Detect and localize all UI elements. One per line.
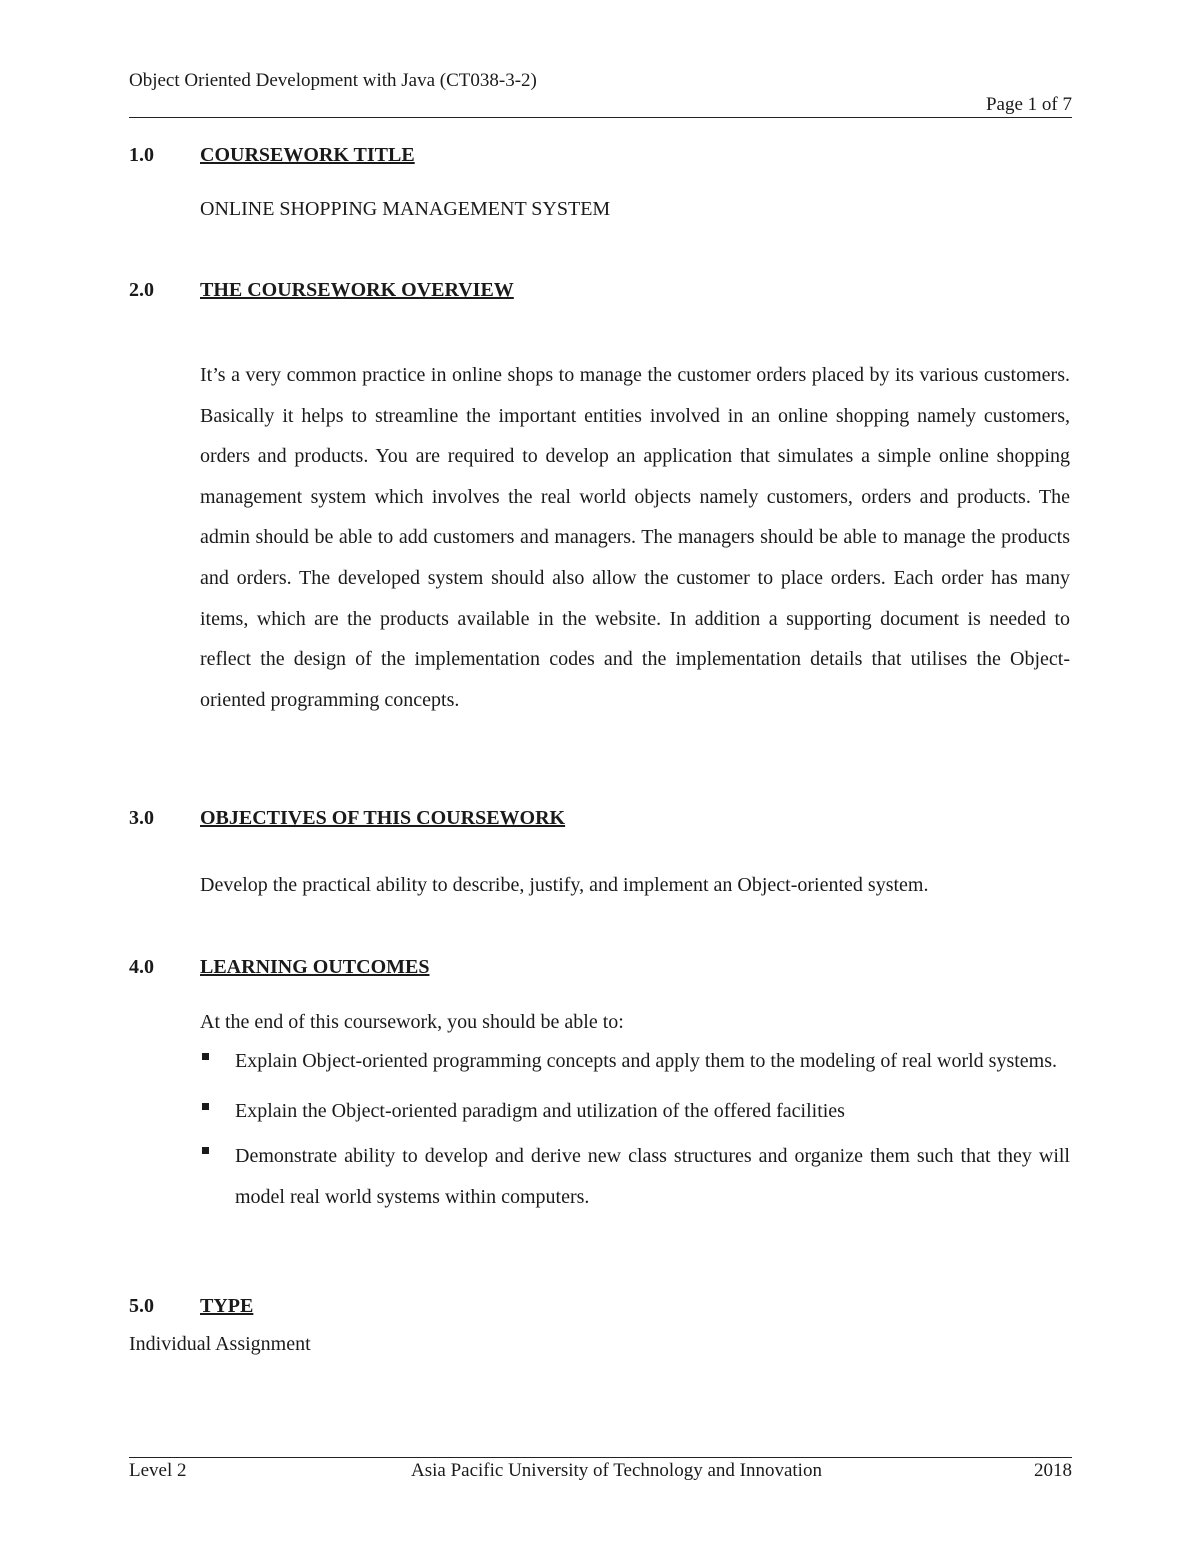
square-bullet-icon (202, 1053, 209, 1060)
list-item (200, 1046, 1070, 1077)
list-item (200, 1096, 1070, 1127)
section-4-number: 4.0 (129, 956, 154, 978)
section-2-number: 2.0 (129, 279, 154, 301)
footer-institution: Asia Pacific University of Technology and Innovation (411, 1460, 822, 1481)
section-4-title: LEARNING OUTCOMES (200, 956, 430, 978)
footer-year: 2018 (1034, 1460, 1072, 1481)
section-3-number: 3.0 (129, 807, 154, 829)
section-1-number: 1.0 (129, 144, 154, 166)
header-rule (129, 117, 1072, 118)
section-1-title: COURSEWORK TITLE (200, 144, 415, 166)
list-item-text: Demonstrate ability to develop and derive new class structures and organize them such that they will model real world systems within computers. (235, 1145, 1070, 1208)
square-bullet-icon (202, 1147, 209, 1154)
list-item-text: Explain Object-oriented programming concepts and apply them to the modeling of real world systems. (235, 1050, 1058, 1072)
objectives-text: Develop the practical ability to describe, justify, and implement an Object-oriented system. (200, 874, 929, 896)
footer-level: Level 2 (129, 1460, 187, 1481)
section-5-title: TYPE (200, 1295, 254, 1317)
assignment-type: Individual Assignment (129, 1333, 311, 1355)
section-2-title: THE COURSEWORK OVERVIEW (200, 279, 514, 301)
list-item-text: Explain the Object-oriented paradigm and utilization of the offered facilities (235, 1100, 845, 1122)
section-5-number: 5.0 (129, 1295, 154, 1317)
square-bullet-icon (202, 1103, 209, 1110)
overview-paragraph: It’s a very common practice in online shops to manage the customer orders placed by its various customers. Basically it helps to streamline the important entities involved in an online shopping namely customers, orders and products. You are required to develop an application that simulates a simple online shopping management system which involves the real world objects namely customers, orders and products. The admin should be able to add customers and managers. The managers should be able to manage the products and orders. The developed system should also allow the customer to place orders. Each order has many items, which are the products available in the website. In addition a supporting document is needed to reflect the design of the implementation codes and the implementation details that utilises the Object-oriented programming concepts. (200, 364, 1070, 711)
footer-rule (129, 1457, 1072, 1458)
outcomes-intro: At the end of this coursework, you should be able to: (200, 1011, 624, 1033)
section-3-title: OBJECTIVES OF THIS COURSEWORK (200, 807, 566, 829)
header-course-title: Object Oriented Development with Java (CT038-3-2) (129, 70, 537, 91)
list-item (200, 1136, 1070, 1217)
learning-outcomes-list (200, 1046, 1070, 1217)
header-page-number: Page 1 of 7 (985, 94, 1072, 115)
coursework-title-text: ONLINE SHOPPING MANAGEMENT SYSTEM (200, 198, 611, 220)
